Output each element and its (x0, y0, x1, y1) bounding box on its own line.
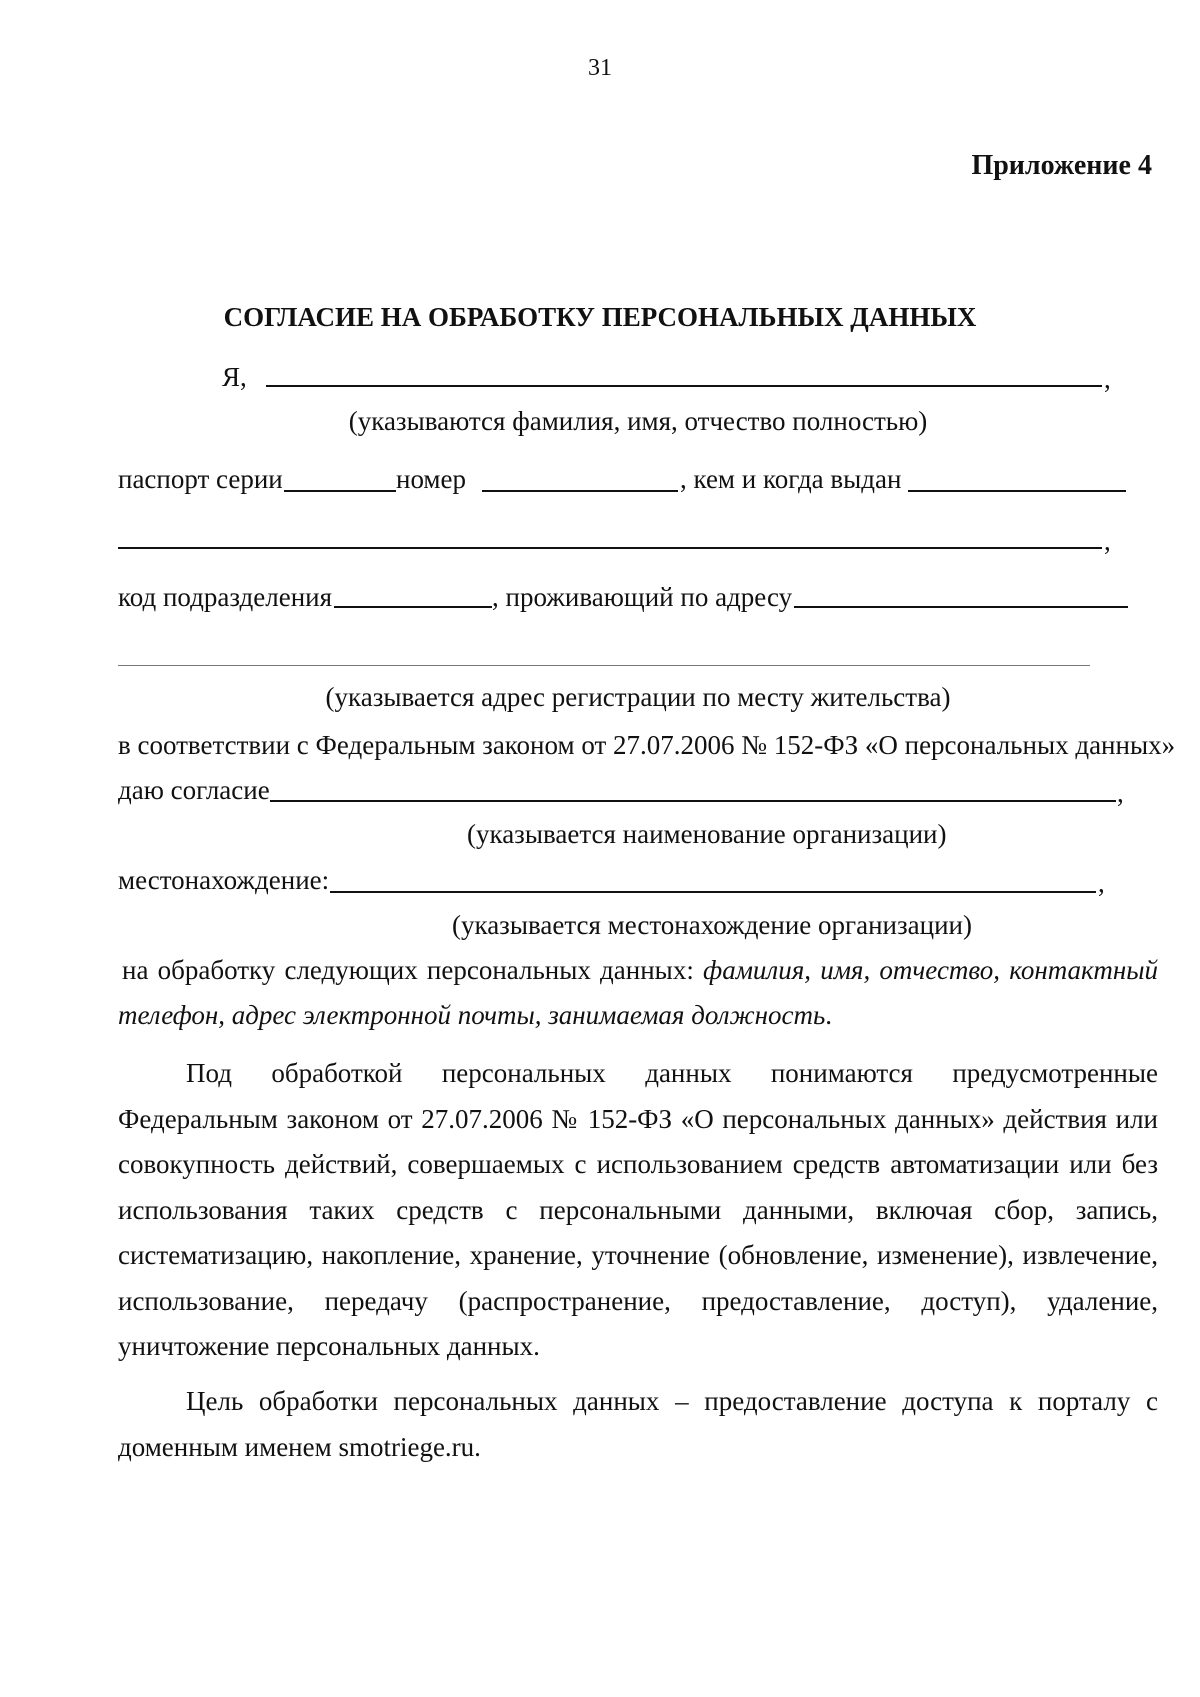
division-code-label: код подразделения (118, 582, 333, 612)
division-code-field[interactable] (334, 606, 492, 608)
passport-series-label: паспорт серии (118, 464, 283, 494)
processing-items-2: телефон, адрес электронной почты, занимаемая должность (118, 1000, 826, 1030)
location-comma: , (1098, 868, 1105, 898)
issued-by-field[interactable] (908, 490, 1126, 492)
issued-by-field-continued[interactable] (118, 547, 1102, 549)
location-hint: (указывается местонахождение организации) (452, 910, 972, 940)
processing-line-2 (118, 998, 832, 1032)
processing-items-1: фамилия, имя, отчество, контактный (703, 955, 1159, 985)
law-reference-line: в соответствии с Федеральным законом от 27.07.2006 № 152-ФЗ «О персональных данных» (118, 730, 1176, 760)
location-field[interactable] (330, 891, 1096, 893)
fio-comma: , (1104, 364, 1111, 394)
fio-hint: (указываются фамилия, имя, отчество полностью) (348, 406, 928, 436)
passport-series-field[interactable] (284, 490, 396, 492)
location-label: местонахождение: (118, 865, 330, 895)
fio-field[interactable] (266, 385, 1102, 387)
processing-prefix: на обработку следующих персональных данных: (122, 955, 694, 985)
issued-by-label: , кем и когда выдан (680, 464, 902, 494)
issued-by-comma: , (1104, 526, 1111, 556)
processing-end: . (825, 1000, 833, 1030)
passport-number-field[interactable] (482, 490, 678, 492)
address-hint: (указывается адрес регистрации по месту жительства) (325, 682, 951, 712)
residing-label: , проживающий по адресу (492, 582, 793, 612)
organization-comma: , (1117, 778, 1124, 808)
ya-label: Я, (222, 362, 247, 392)
document-title: СОГЛАСИЕ НА ОБРАБОТКУ ПЕРСОНАЛЬНЫХ ДАННЫХ (223, 302, 977, 332)
address-field[interactable] (794, 606, 1128, 608)
processing-line-1 (122, 953, 1158, 987)
address-field-continued[interactable] (118, 665, 1090, 666)
appendix-label: Приложение 4 (971, 150, 1152, 181)
purpose-paragraph: Цель обработки персональных данных – предоставление доступа к порталу с доменным именем smotriege.ru. (118, 1386, 1158, 1462)
passport-number-label: номер (396, 464, 467, 494)
definition-paragraph: Под обработкой персональных данных понимаются предусмотренные Федеральным законом от 27.07.2006 № 152-ФЗ «О персональных данных» действия или совокупность действий, совершаемых с использованием средств автоматизации или без использования таких средств с персональными данными, включая сбор, запись, систематизацию, накопление, хранение, уточнение (обновление, изменение), извлечение, использование, передачу (распространение, предоставление, доступ), удаление, уничтожение персональных данных. (118, 1058, 1158, 1361)
consent-label: даю согласие (118, 775, 270, 805)
organization-hint: (указывается наименование организации) (467, 819, 947, 849)
page-number: 31 (588, 55, 612, 81)
organization-field[interactable] (270, 800, 1116, 802)
